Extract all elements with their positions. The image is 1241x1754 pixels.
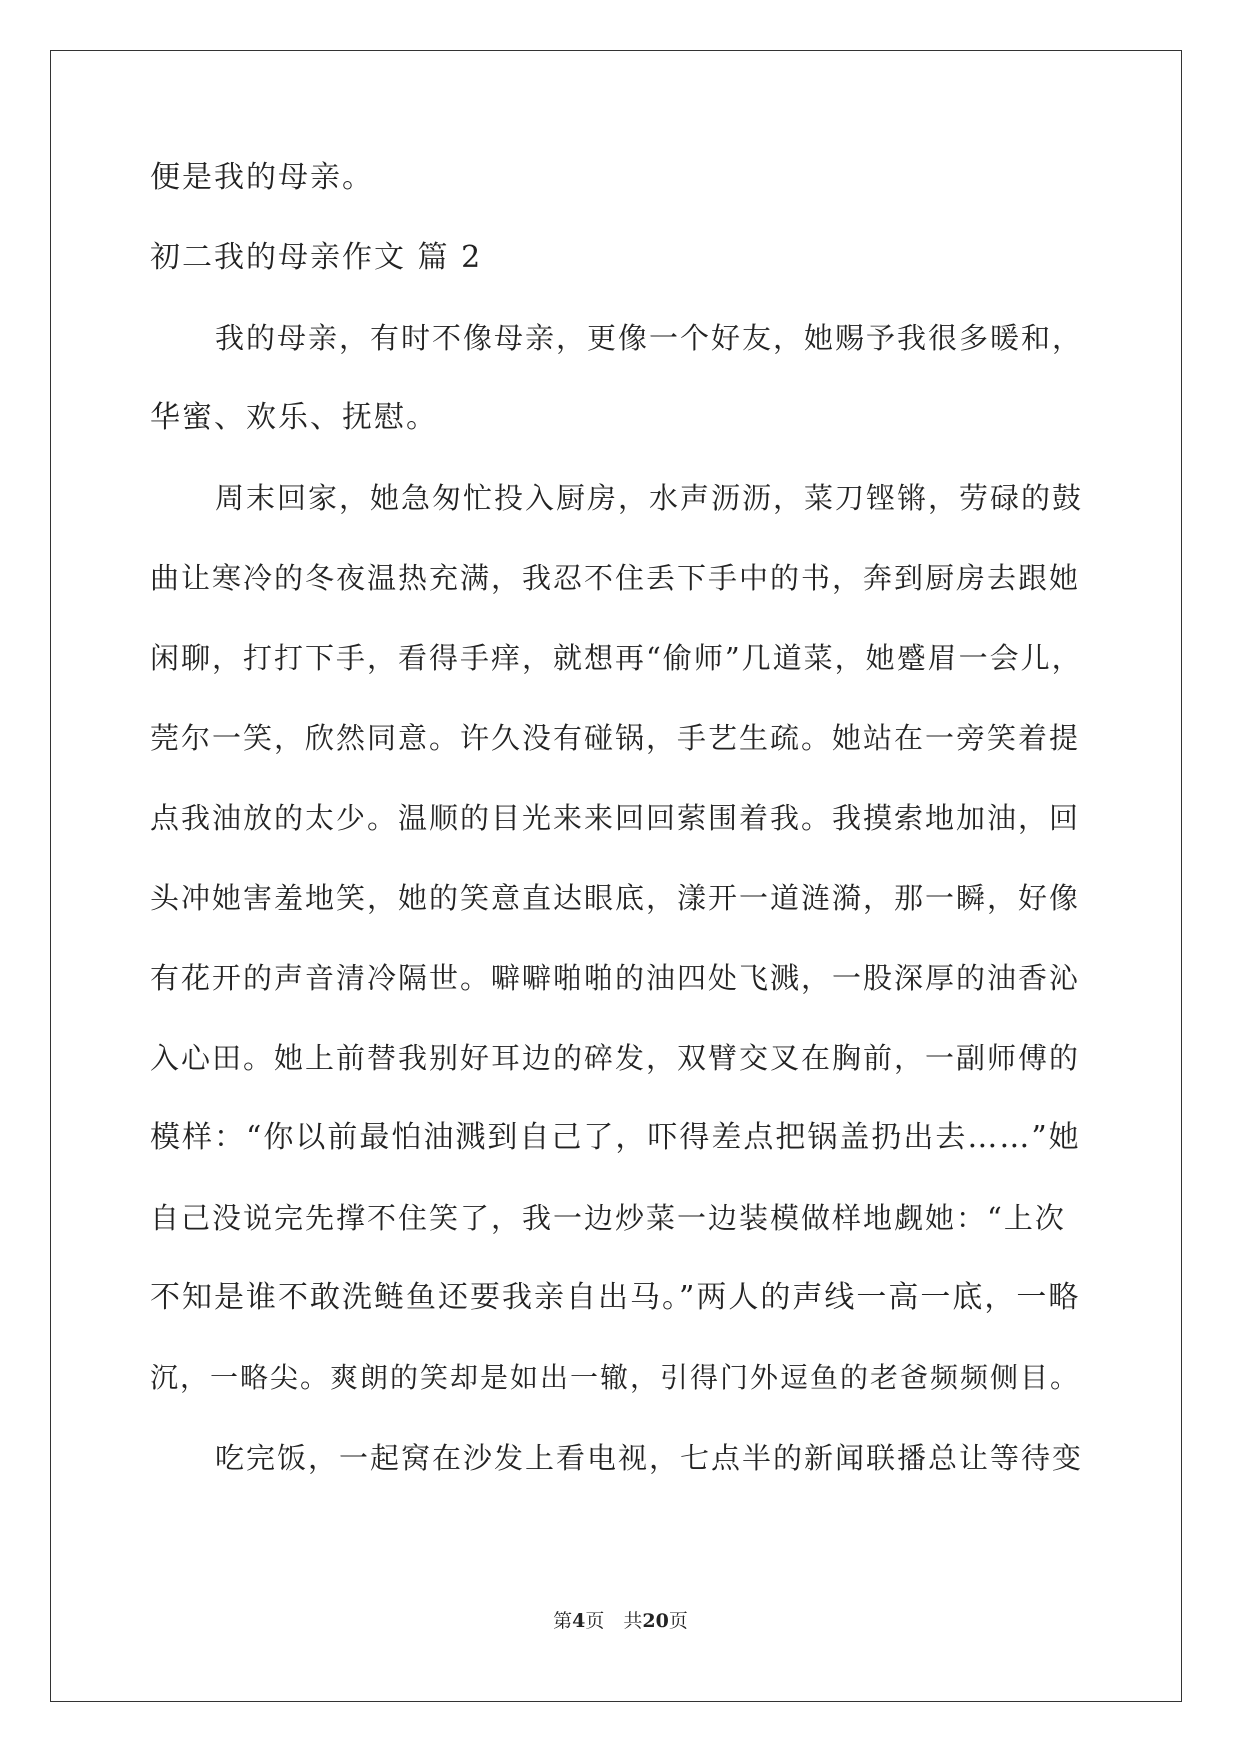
text-line: 华蜜、欢乐、抚慰。 xyxy=(150,400,438,435)
page-footer xyxy=(0,1609,1241,1633)
text-line: 模样：“你以前最怕油溅到自己了，吓得差点把锅盖扔出去……”她 xyxy=(150,1120,1081,1155)
text-line: 头冲她害羞地笑，她的笑意直达眼底，漾开一道涟漪，那一瞬，好像 xyxy=(150,881,1081,915)
text-line: 沉，一略尖。爽朗的笑却是如出一辙，引得门外逗鱼的老爸频频侧目。 xyxy=(150,1361,1081,1394)
text-line: 我的母亲，有时不像母亲，更像一个好友，她赐予我很多暖和， xyxy=(215,321,1084,355)
total-pages: 20 xyxy=(642,1610,669,1632)
text-line: 点我油放的太少。温顺的目光来来回回萦围着我。我摸索地加油，回 xyxy=(150,801,1081,835)
text-line: 入心田。她上前替我别好耳边的碎发，双臂交叉在胸前，一副师傅的 xyxy=(150,1041,1081,1075)
page-number: 4 xyxy=(572,1610,586,1632)
text-line: 吃完饭，一起窝在沙发上看电视，七点半的新闻联播总让等待变 xyxy=(215,1441,1084,1475)
footer-prefix: 第 xyxy=(553,1610,573,1632)
text-line: 曲让寒冷的冬夜温热充满，我忍不住丢下手中的书，奔到厨房去跟她 xyxy=(150,561,1081,595)
text-line: 闲聊，打打下手，看得手痒，就想再“偷师”几道菜，她蹙眉一会儿， xyxy=(150,641,1083,675)
text-line: 便是我的母亲。 xyxy=(150,160,374,195)
text-line: 不知是谁不敢洗鲢鱼还要我亲自出马。”两人的声线一高一底，一略 xyxy=(150,1280,1081,1315)
footer-suffix: 页 xyxy=(668,1610,688,1632)
footer-mid: 页 共 xyxy=(585,1610,643,1632)
text-line: 自己没说完先撑不住笑了，我一边炒菜一边装模做样地觑她：“上次 xyxy=(150,1201,1066,1235)
section-heading: 初二我的母亲作文 篇 2 xyxy=(150,240,483,275)
text-line: 有花开的声音清冷隔世。噼噼啪啪的油四处飞溅，一股深厚的油香沁 xyxy=(150,961,1081,995)
document-body xyxy=(150,158,1090,1518)
text-line: 周末回家，她急匆忙投入厨房，水声沥沥，菜刀铿锵，劳碌的鼓 xyxy=(215,481,1084,515)
text-line: 莞尔一笑，欣然同意。许久没有碰锅，手艺生疏。她站在一旁笑着提 xyxy=(150,721,1081,755)
